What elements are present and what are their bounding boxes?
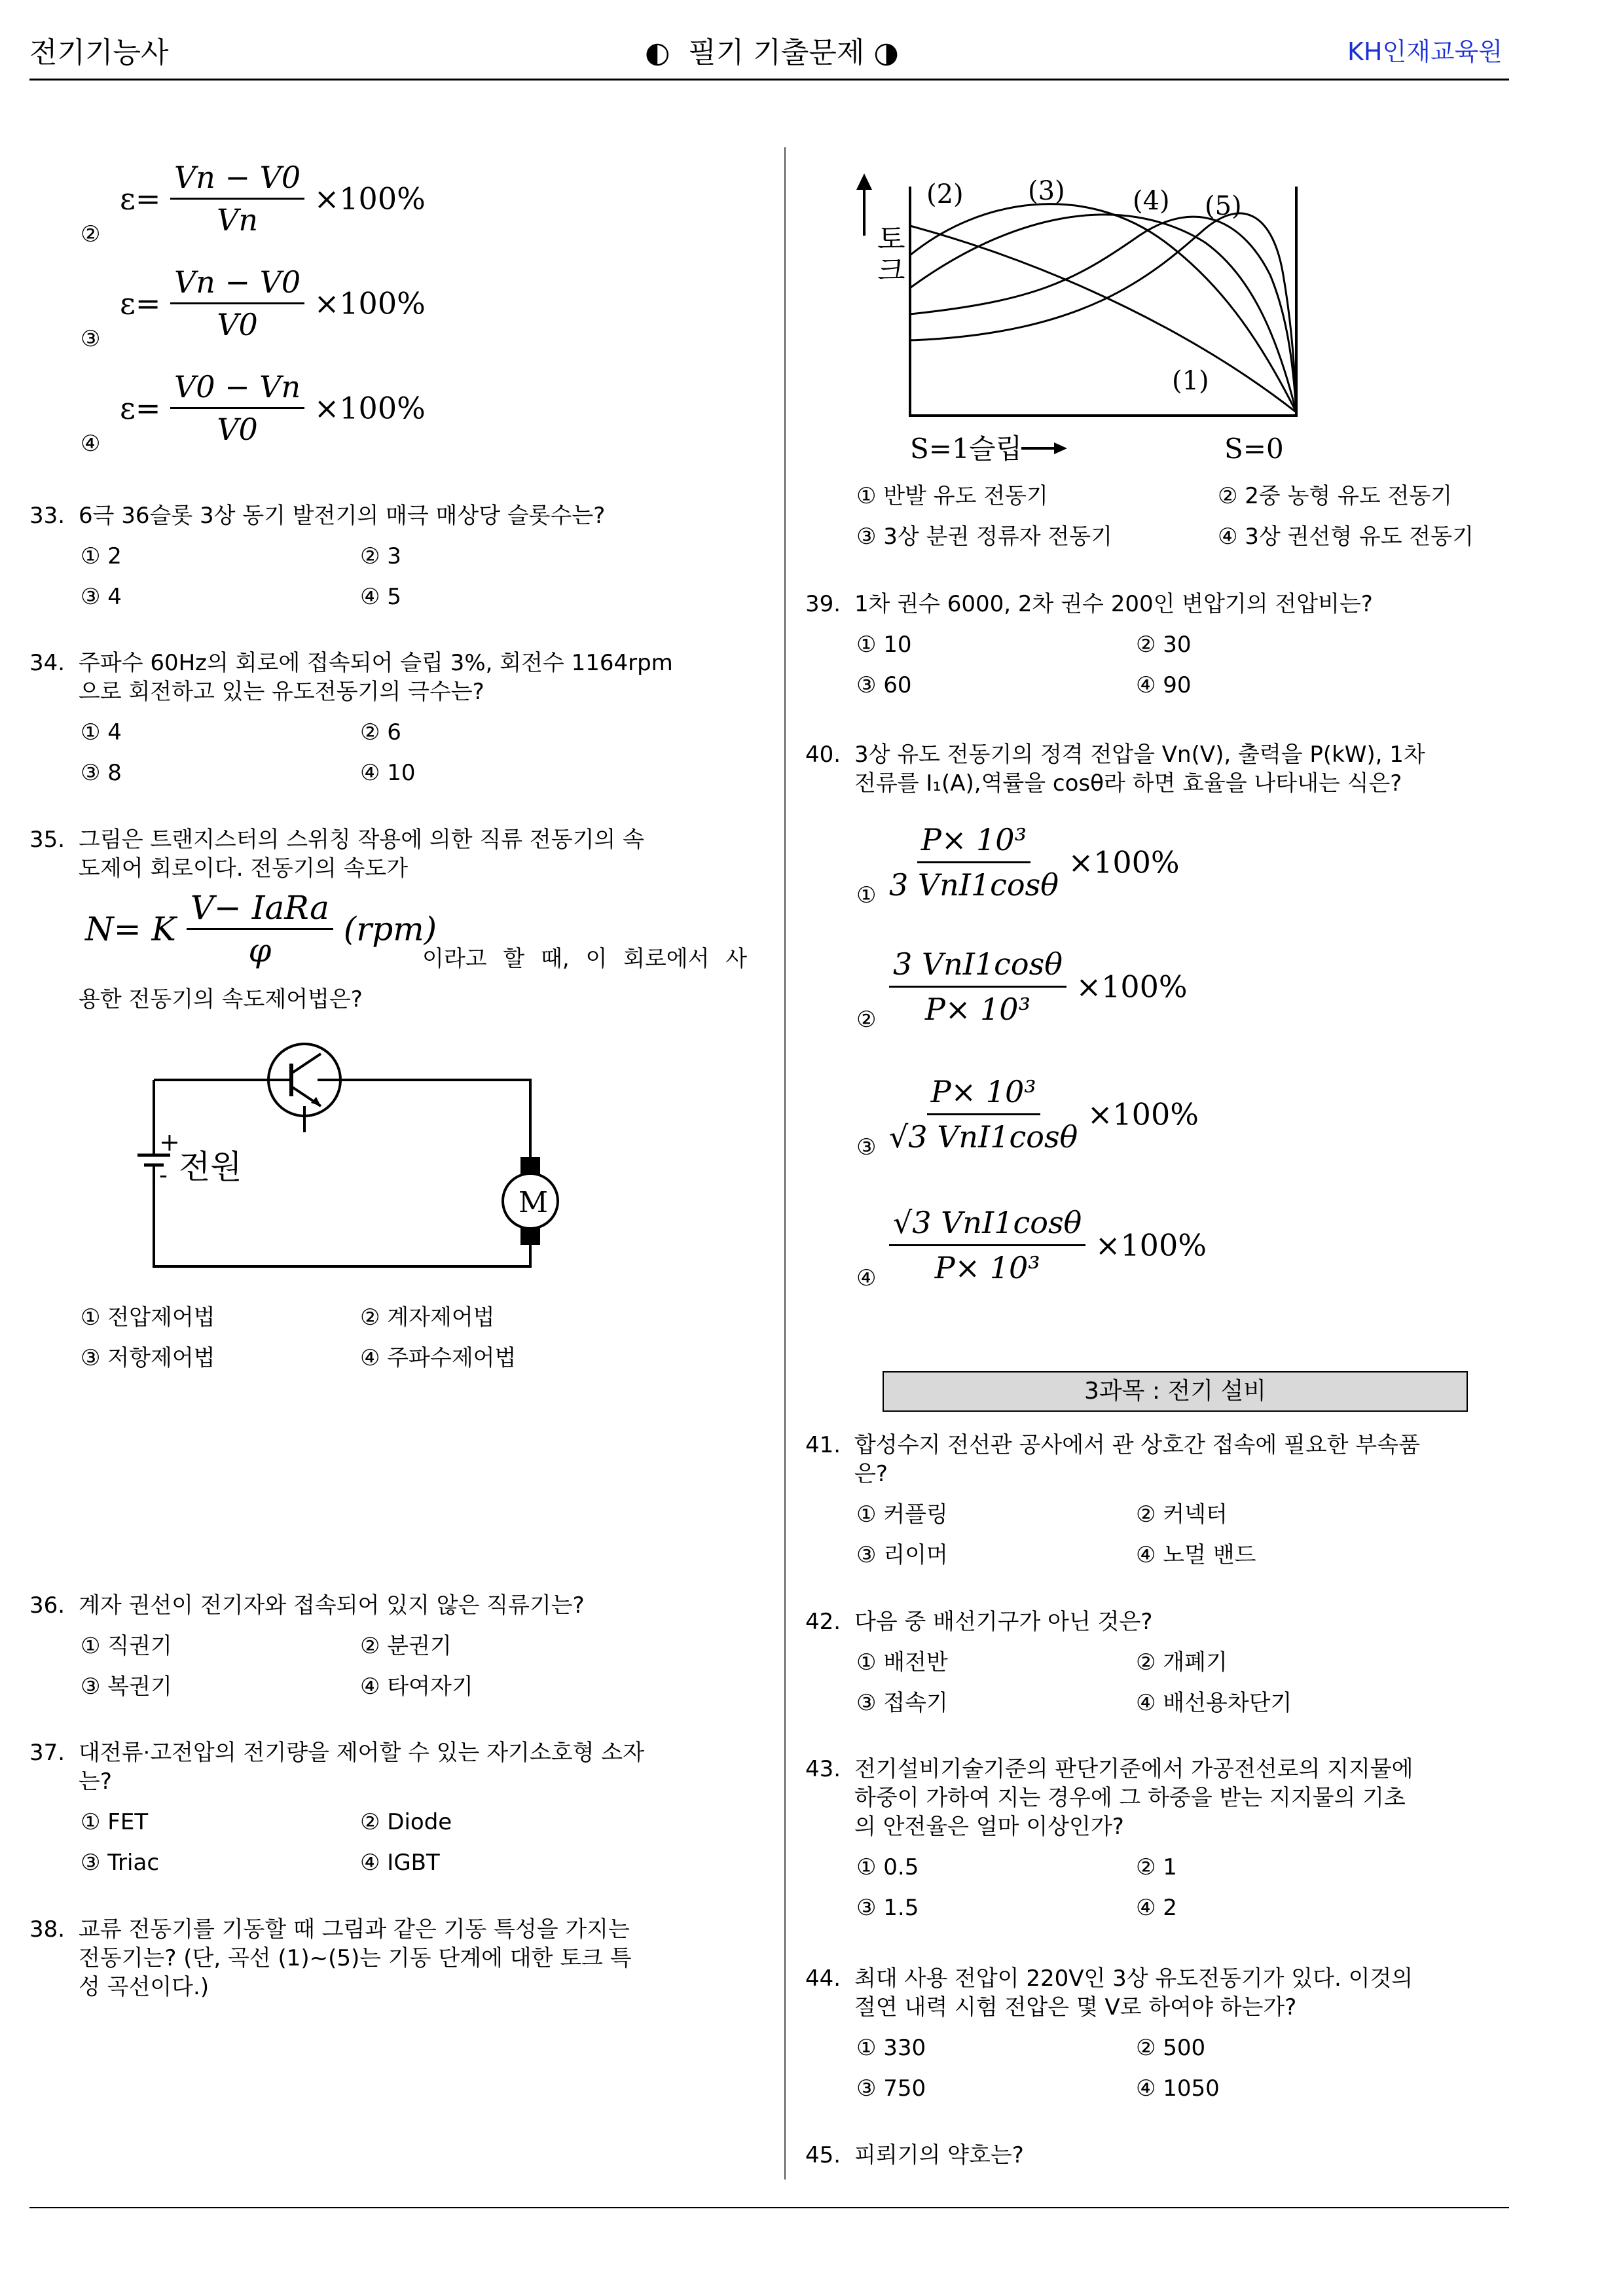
option[interactable]: ② 2중 농형 유도 전동기 [1218, 483, 1453, 509]
formula-denominator: 3 VnI1cosθ [889, 867, 1059, 903]
option[interactable]: ① 0.5 [856, 1854, 919, 1880]
y-axis-label: 크 [877, 254, 905, 287]
circuit-plus: + [159, 1128, 180, 1157]
question-text: 도제어 회로이다. 전동기의 속도가 [79, 855, 409, 882]
option[interactable]: ① FET [81, 1809, 149, 1835]
curve-label-1: (1) [1172, 366, 1209, 396]
option[interactable]: ② 3 [360, 543, 401, 569]
question-text: 절연 내력 시험 전압은 몇 V로 하여야 하는가? [854, 1994, 1297, 2020]
formula-numerator: Vn − V0 [170, 157, 304, 200]
question-text: 1차 권수 6000, 2차 권수 200인 변압기의 전압비는? [854, 591, 1373, 617]
formula-unit: (rpm) [343, 910, 437, 948]
curve-label-5: (5) [1205, 191, 1242, 221]
circuit-minus: - [159, 1160, 168, 1189]
formula-numerator: 3 VnI1cosθ [889, 942, 1067, 988]
option-mark: ④ [856, 1265, 877, 1291]
torque-slip-figure [838, 164, 1309, 478]
option-mark: ③ [81, 326, 101, 352]
question-text: 주파수 60Hz의 회로에 접속되어 슬립 3%, 회전수 1164rpm [79, 650, 673, 676]
formula-rhs: ×100% [1068, 844, 1180, 880]
option[interactable]: ③ 1.5 [856, 1895, 919, 1921]
question-text: 계자 권선이 전기자와 접속되어 있지 않은 직류기는? [79, 1592, 585, 1619]
option[interactable]: ④ 배선용차단기 [1136, 1690, 1292, 1716]
left-column [29, 147, 776, 2176]
option[interactable]: ③ 4 [81, 584, 122, 610]
option[interactable]: ④ 주파수제어법 [360, 1345, 517, 1371]
right-column [805, 147, 1539, 2176]
question-text: 합성수지 전선관 공사에서 관 상호간 접속에 필요한 부속품 [854, 1432, 1420, 1458]
subject-heading: 3과목 : 전기 설비 [883, 1371, 1468, 1412]
y-axis-label: 토 [877, 223, 905, 256]
option[interactable]: ③ 60 [856, 672, 912, 698]
question-number: 33. [29, 503, 65, 529]
option[interactable]: ② 30 [1136, 632, 1192, 658]
formula-denominator: V0 [217, 412, 258, 447]
option-mark: ② [856, 1007, 877, 1033]
option[interactable]: ① 직권기 [81, 1633, 172, 1659]
formula-rhs: ×100% [1095, 1227, 1207, 1263]
option[interactable]: ① 330 [856, 2035, 926, 2061]
formula-denominator: P× 10³ [934, 1250, 1040, 1285]
option[interactable]: ② 개폐기 [1136, 1649, 1228, 1676]
formula-numerator: √3 VnI1cosθ [889, 1201, 1085, 1246]
q40-option-4[interactable] [856, 1201, 1380, 1312]
formula-numerator: Vn − V0 [170, 262, 304, 304]
option[interactable]: ① 커플링 [856, 1501, 948, 1528]
question-number: 39. [805, 591, 841, 617]
option-mark: ③ [856, 1134, 877, 1160]
question-text: 전기설비기술기준의 판단기준에서 가공전선로의 지지물에 [854, 1756, 1413, 1782]
option[interactable]: ② 1 [1136, 1854, 1177, 1880]
q40-option-2[interactable] [856, 942, 1380, 1054]
x-axis-right-label: S=0 [1224, 433, 1284, 465]
question-text: 용한 전동기의 속도제어법은? [79, 986, 363, 1013]
option[interactable]: ④ 2 [1136, 1895, 1177, 1921]
header-title: 전기기능사 [29, 36, 169, 69]
header-exam-title: ◐ 필기 기출문제 ◑ [645, 36, 899, 69]
formula-lhs: N= K [85, 910, 176, 948]
option[interactable]: ② 6 [360, 719, 401, 745]
option[interactable]: ③ 3상 분권 정류자 전동기 [856, 524, 1112, 550]
question-number: 45. [805, 2142, 841, 2168]
curve-label-4: (4) [1133, 186, 1170, 216]
question-text: 전류를 I₁(A),역률을 cosθ라 하면 효율을 나타내는 식은? [854, 770, 1402, 797]
option[interactable]: ④ 1050 [1136, 2075, 1220, 2102]
option-mark: ① [856, 882, 877, 908]
option[interactable]: ③ 8 [81, 760, 122, 786]
formula-denominator: Vn [217, 202, 258, 238]
question-number: 38. [29, 1916, 65, 1943]
option[interactable]: ③ 리이머 [856, 1542, 948, 1568]
circuit-source-label: 전원 [179, 1148, 242, 1186]
option[interactable]: ④ 90 [1136, 672, 1192, 698]
page-header [29, 26, 1509, 81]
question-text: 6극 36슬롯 3상 동기 발전기의 매극 매상당 슬롯수는? [79, 503, 606, 529]
option[interactable]: ① 반발 유도 전동기 [856, 483, 1048, 509]
question-text: 그림은 트랜지스터의 스위칭 작용에 의한 직류 전동기의 속 [79, 827, 644, 853]
question-number: 42. [805, 1609, 841, 1635]
formula-numerator: V0 − Vn [170, 367, 304, 409]
question-number: 40. [805, 742, 841, 768]
motor-label: M [519, 1186, 549, 1219]
option-mark: ④ [81, 431, 101, 457]
q40-option-3[interactable] [856, 1070, 1380, 1181]
formula-denominator: √3 VnI1cosθ [889, 1119, 1078, 1155]
question-text: 은? [854, 1461, 888, 1487]
question-text: 전동기는? (단, 곡선 (1)~(5)는 기동 단계에 대한 토크 특 [79, 1945, 632, 1971]
option[interactable]: ① 4 [81, 719, 122, 745]
question-text: 성 곡선이다.) [79, 1974, 210, 2000]
question-text: 3상 유도 전동기의 정격 전압을 Vn(V), 출력을 P(kW), 1차 [854, 742, 1425, 768]
formula-rhs: ×100% [1076, 969, 1188, 1005]
option[interactable]: ④ IGBT [360, 1850, 440, 1876]
header-publisher: KH인재교육원 [1347, 37, 1503, 66]
option-mark: ② [81, 221, 101, 247]
question-number: 41. [805, 1432, 841, 1458]
question-text: 대전류·고전압의 전기량을 제어할 수 있는 자기소호형 소자 [79, 1740, 644, 1766]
option[interactable]: ④ 타여자기 [360, 1674, 473, 1700]
curve-label-2: (2) [926, 179, 964, 209]
question-text: 으로 회전하고 있는 유도전동기의 극수는? [79, 679, 484, 705]
question-number: 43. [805, 1756, 841, 1782]
option[interactable]: ④ 노멀 밴드 [1136, 1542, 1256, 1568]
option[interactable]: ④ 5 [360, 584, 401, 610]
option[interactable]: ③ 복권기 [81, 1674, 172, 1700]
formula-lhs: ε= [120, 390, 161, 426]
question-text: 최대 사용 전압이 220V인 3상 유도전동기가 있다. 이것의 [854, 1965, 1413, 1992]
option[interactable]: ④ 10 [360, 760, 416, 786]
option[interactable]: ③ 750 [856, 2075, 926, 2102]
option[interactable]: ③ Triac [81, 1850, 160, 1876]
speed-control-circuit [95, 1034, 566, 1283]
option[interactable]: ② 커넥터 [1136, 1501, 1228, 1528]
formula-lhs: ε= [120, 181, 161, 217]
curve-label-3: (3) [1028, 176, 1065, 206]
formula-numerator: V− IaRa [187, 888, 333, 930]
option[interactable]: ① 전압제어법 [81, 1304, 215, 1331]
formula-rhs: ×100% [1087, 1096, 1199, 1132]
formula-numerator: P× 10³ [917, 818, 1030, 863]
formula-denominator: P× 10³ [924, 992, 1031, 1027]
question-text: 다음 중 배선기구가 아닌 것은? [854, 1609, 1153, 1635]
option[interactable]: ④ 3상 권선형 유도 전동기 [1218, 524, 1474, 550]
formula-numerator: P× 10³ [927, 1070, 1040, 1115]
question-number: 35. [29, 827, 65, 853]
option[interactable]: ② 500 [1136, 2035, 1206, 2061]
option[interactable]: ① 10 [856, 632, 912, 658]
option[interactable]: ③ 저항제어법 [81, 1345, 215, 1371]
question-number: 34. [29, 650, 65, 676]
q40-option-1[interactable] [856, 818, 1380, 929]
x-axis-label: 슬립 [969, 433, 1023, 465]
speed-formula [85, 888, 437, 971]
question-number: 36. [29, 1592, 65, 1619]
option[interactable]: ② 계자제어법 [360, 1304, 495, 1331]
question-number: 44. [805, 1965, 841, 1992]
question-text: 이라고 할 때, 이 회로에서 사 [422, 946, 748, 972]
question-number: 37. [29, 1740, 65, 1766]
formula-rhs: ×100% [314, 181, 426, 217]
footer-line [29, 2207, 1509, 2208]
column-divider [784, 147, 786, 2179]
option[interactable]: ② 분권기 [360, 1633, 452, 1659]
formula-rhs: ×100% [314, 285, 426, 321]
formula-denominator: V0 [217, 307, 258, 342]
option[interactable]: ① 2 [81, 543, 122, 569]
formula-rhs: ×100% [314, 390, 426, 426]
option[interactable]: ③ 접속기 [856, 1690, 948, 1716]
question-text: 의 안전율은 얼마 이상인가? [854, 1814, 1124, 1840]
question-text: 하중이 가하여 지는 경우에 그 하중을 받는 지지물의 기초 [854, 1785, 1406, 1811]
question-text: 교류 전동기를 기동할 때 그림과 같은 기동 특성을 가지는 [79, 1916, 630, 1943]
x-axis-left-label: S=1 [910, 433, 970, 465]
question-text: 는? [79, 1768, 112, 1795]
formula-denominator: φ [248, 931, 272, 969]
option[interactable]: ① 배전반 [856, 1649, 948, 1676]
question-text: 피뢰기의 약호는? [854, 2142, 1024, 2168]
formula-lhs: ε= [120, 285, 161, 321]
option[interactable]: ② Diode [360, 1809, 452, 1835]
